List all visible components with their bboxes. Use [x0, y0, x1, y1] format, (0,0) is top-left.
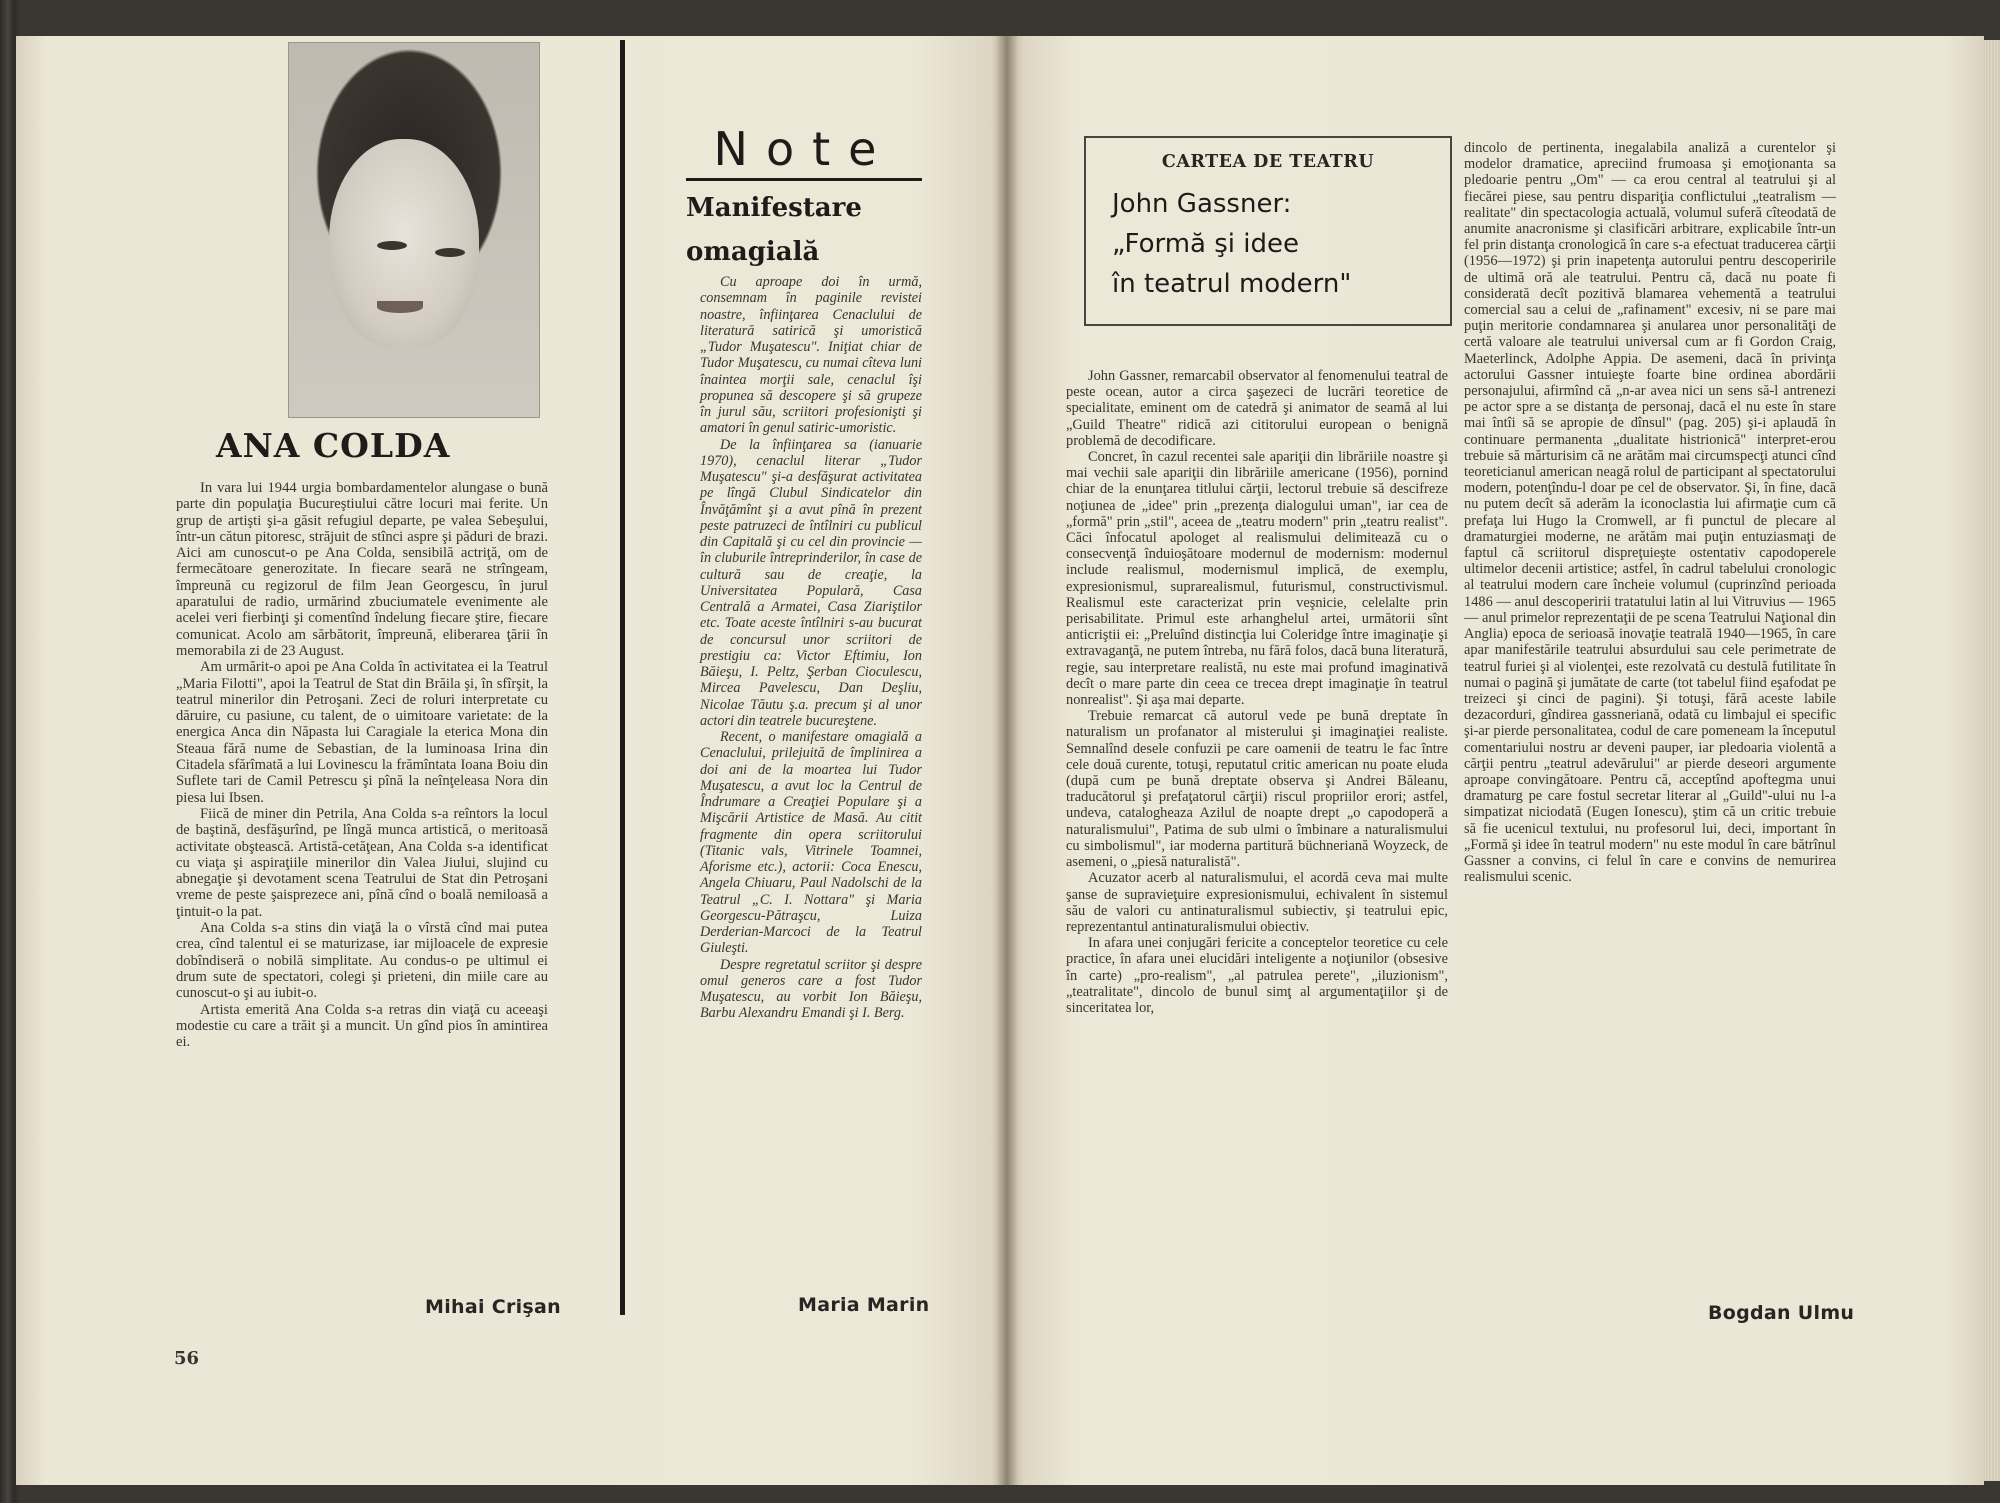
author-signature: Bogdan Ulmu	[1708, 1302, 1855, 1324]
article-title-manifestare	[686, 186, 922, 274]
paragraph: In afara unei conjugări fericite a conceptelor teoretice cu cele practice, în afara unei elucidări inteligente a noţiunilor (obsesive în carte) „pro-realism", „al patrulea perete", „iluzionism", „teatralitate", dincolo de bunul simţ al argumentaţiilor şi de sinceritatea lor,	[1066, 935, 1448, 1016]
title-line: John Gassner:	[1112, 189, 1292, 219]
article-body-manifestare	[700, 274, 922, 1022]
paragraph: Trebuie remarcat că autorul vede pe bună dreptate în naturalism un profanator al misterului şi imaginaţiei realiste. Semnalînd desele confuzii pe care oamenii de teatru le fac între cele două curente, totuşi, reputatul critic american nu poate eluda (după cum pe bună dreptate observa şi Andrei Băleanu, traducătorul şi prefaţatorul cărţii) riscul propriilor erori; astfel, undeva, catalogheaza Azilul de noapte drept „o capodoperă a naturalismului", Patima de sub ulmi o îmbinare a naturalismului cu simbolismul", iar moderna partitură büchneriană Woyzeck, de asemeni, o „piesă naturalistă".	[1066, 708, 1448, 871]
book-review-column-1	[1066, 368, 1448, 1016]
portrait-eye-left	[377, 241, 407, 250]
book-review-column-2	[1464, 140, 1836, 885]
portrait-photo	[288, 42, 540, 418]
book-review-title-box	[1084, 136, 1452, 326]
paragraph: Despre regretatul scriitor şi despre omul generos care a fost Tudor Muşatescu, au vorbit Ion Băieşu, Barbu Alexandru Emandi şi I. Berg.	[700, 956, 922, 1022]
author-signature: Maria Marin	[798, 1294, 930, 1316]
paragraph: dincolo de pertinenta, inegalabila analiză a curentelor şi modelor dramatice, apreciind frumoasa şi emoţionanta sa pledoarie pentru „Om" — ca erou central al teatrului şi al fiecărei piese, sau pentru dispariţia conflictului „teatralism — realitate" din spectacologia actuală, volumul suferă cîteodată de anumite anacronisme şi clasificări arbitrare, explicabile într-un fel prin distanţa cronologică în care s-a efectuat traducerea cărţii (1956—1972) şi prin inapetenţa autorului pentru descoperirile de ultimă oră ale teatrului. Pentru că, dacă nu poate fi considerată decît pozitivă blamarea vehementă a teatrului comercial sau a celui de „rafinament" excesiv, ni se pare mai puţin meritorie condamnarea şi anularea unor personalităţi de certă valoare ale teatrului universal cum ar fi Gordon Craig, Maeterlinck, Adolphe Appia. De asemeni, dacă în privinţa actorului Gassner intuieşte foarte bine ordinea abordării personajului, afirmînd că „n-ar avea nici un sens să-l antrenezi pe actor spre a se distanţa de personaj, dacă el nu este în stare mai întîi să se apropie de dînsul" (pag. 205) şi-i aplaudă în continuare permanenta „dualitate histrionică" interpret-erou trebuie să mărturisim că ne arătăm mai circumspecţi atunci cînd teoreticianul american neagă rolul de participant al spectatorului modern, potenţîndu-l doar pe cel de observator. Şi, în fine, dacă nu putem decît să aderăm la iconoclastia lui afirmaţie cum că prefaţa lui Hugo la Cromwell, ar fi punctul de plecare al dramaturgiei moderne, ne arătăm mai puţin entuziasmaţi de faptul că scriitorul dispreţuieşte ostentativ capodoperele ultimelor decenii artistice; astfel, în cadrul tabelului cronologic al teatrului modern care încheie volumul (cuprinzînd perioada 1486 — anul descoperirii tratatului latin al lui Vitruvius — 1965 — anul primelor reprezentaţii de pe scena Teatrului Naţional din Anglia) epoca de serioasă inovaţie teatrală 1940—1965, în care apar manifestările teatrului absurdului sau cele perimetrate de teatrul furiei şi al violenţei, este rezolvată cu destulă futilitate în numai o pagină şi jumătate de carte (tot tabelul fiind eşafodat pe treizeci şi cinci de pagini). Şi totuşi, fără aceste labile dezacorduri, gîndirea gassneriană, odată cu limbajul ei specific şi-ar pierde personalitatea, codul de care pomeneam la începutul comentariului nostru ar deveni pauper, iar pledoaria violentă a cărţii pentru „teatrul adevărului" ar pierde deseori argumente aproape convingătoare. Pentru că, acceptînd apoftegma unui dramaturg pe care fostul secretar literar al „Guild"-ului nu l-a simpatizat niciodată (Eugen Ionescu), ştim că un critic trebuie să fie ucenicul textului, nu profesorul lui, deci, important în „Formă şi idee în teatrul modern" nu este modul în care bătrînul Gassner a convins, ci felul în care e convins de nemurirea realismului scenic.	[1464, 140, 1836, 886]
page-edges	[1984, 40, 2000, 1481]
paragraph: Ana Colda s-a stins din viaţă la o vîrstă cînd mai putea crea, cînd talentul ei se maturizase, iar mijloacele de expresie dobîndiseră o nobilă simplitate. Au condus-o pe ultimul ei drum sute de spectatori, colegi şi prieteni, din miile care au cunoscut-o şi au iubit-o.	[176, 920, 548, 1002]
portrait-mouth	[377, 301, 423, 313]
portrait-eye-right	[435, 248, 465, 257]
title-line: în teatrul modern"	[1112, 269, 1352, 299]
paragraph: Recent, o manifestare omagială a Cenaclului, prilejuită de împlinirea a doi ani de la moartea lui Tudor Muşatescu, a avut loc la Centrul de Îndrumare a Creaţiei Populare şi a Mişcării Artistice de Masă. Au citit fragmente din opera scriitorului (Titanic vals, Vitrinele Toamnei, Aforisme etc.), actorii: Coca Enescu, Angela Chiuaru, Paul Nadolschi de la Teatrul „C. I. Nottara" şi Maria Georgescu-Pătraşcu, Luiza Derderian-Marcoci de la Teatrul Giuleşti.	[700, 729, 922, 957]
paragraph: Artista emerită Ana Colda s-a retras din viaţă cu aceeaşi modestie cu care a trăit şi a muncit. Un gînd pios în amintirea ei.	[176, 1001, 548, 1051]
title-line: „Formă şi idee	[1112, 229, 1299, 259]
page-number: 56	[174, 1348, 200, 1369]
book-spine	[996, 36, 1018, 1485]
paragraph: Am urmărit-o apoi pe Ana Colda în activitatea ei la Teatrul „Maria Filotti", apoi la Teatrul de Stat din Brăila şi, în sfîrşit, la teatrul minerilor din Petroşani. Zeci de roluri interpretate cu dăruire, cu pasiune, cu talent, de o uimitoare varietate: de la energica Anca din Năpasta lui Caragiale la eterica Mona din Steaua fără nume de Sebastian, de la luminoasa Irina din Citadela sfărîmată a lui Lovinescu la frămîntata Ioana Boiu din Suflete tari de Camil Petrescu şi pînă la neînţeleasa Nora din piesa lui Ibsen.	[176, 659, 548, 806]
paragraph: Acuzator acerb al naturalismului, el acordă ceva mai multe şanse de supravieţuire expresionismului, echivalent în sistemul său de valori cu antinaturalismul subiectiv, şi teatrului epic, reprezentantul antinaturalismului obiectiv.	[1066, 870, 1448, 935]
paragraph: De la înfiinţarea sa (ianuarie 1970), cenaclul literar „Tudor Muşatescu" şi-a desfăşurat activitatea pe lîngă Clubul Sindicatelor din Învăţămînt şi a avut pînă în prezent peste patruzeci de întîlniri cu publicul din Capitală şi cu cel din provincie — în cluburile întreprinderilor, în case de cultură sau de creaţie, la Universitatea Populară, Casa Centrală a Armatei, Casa Ziariştilor etc. Toate aceste întîlniri s-au bucurat de concursul unor scriitori de prestigiu ca: Victor Eftimiu, Ion Băieşu, I. Peltz, Şerban Cioculescu, Mircea Pavelescu, Dan Deşliu, Nicolae Tăutu ş.a. precum şi al unor actori din teatrele bucureştene.	[700, 436, 922, 729]
paragraph: John Gassner, remarcabil observator al fenomenului teatral de peste ocean, autor a circa şaşezeci de lucrări teoretice de specialitate, eminent om de catedră şi animator de seamă al lui „Guild Theatre" ridică azi cititorului european o benignă problemă de decodificare.	[1066, 368, 1448, 449]
title-line: omagială	[686, 237, 820, 267]
title-line: Manifestare	[686, 193, 862, 223]
paragraph: Concret, în cazul recentei sale apariţii din librăriile noastre şi mai vechii sale apariţii din librăriile americane (1956), pornind chiar de la enunţarea titlului cărţii, lectorul trebuie să descifreze noţiunea de „idee" prin „prezenţa dialogului uman", iar cea de „formă" prin „stil", aceea de „teatru modern" prin „teatru realist". Căci înfocatul apologet al realismului delimitează cu o consecvenţă înduioşătoare modernul de modernism: modernul include realismul, modernismul implică, de exemplu, expresionismul, suprarealismul, futurismul, constructivismul. Realismul este caracterizat prin veşnicie, celelalte prin perisabilitate. Primul este arhanghelul artei, următorii sînt anticriştii ei: „Preluînd distincţia lui Coleridge între imaginaţie şi extravaganţă, ne putem întreba, nu fără folos, dacă buna literatură, regie, sau interpretare realistă, nu este mai profund imaginativă decît o mare parte din ceea ce trecea drept imaginaţie în teatrul nonrealist". Şi aşa mai departe.	[1066, 449, 1448, 709]
paragraph: Fiică de miner din Petrila, Ana Colda s-a reîntors la locul de baştină, desfăşurînd, pe lîngă munca artistică, o meritoasă activitate obştească. Artistă-cetăţean, Ana Colda s-a identificat cu viaţa şi aspiraţiile minerilor din Valea Jiului, slujind cu abnegaţie şi devotament scena Teatrului de Stat din Petroşani vreme de peste şaisprezece ani, pînă cînd o boală nemiloasă a ţintuit-o la pat.	[176, 805, 548, 920]
paragraph: Cu aproape doi în urmă, consemnam în paginile revistei noastre, înfiinţarea Cenaclului de literatură satirică şi umoristică „Tudor Muşatescu". Iniţiat chiar de Tudor Muşatescu, cu numai cîteva luni înaintea morţii sale, cenaclul îşi propunea să descopere şi să grupeze în jurul său, scriitori profesionişti şi amatori în genul satiric-umoristic.	[700, 274, 922, 437]
author-signature: Mihai Crişan	[425, 1296, 561, 1318]
article-body-ana-colda	[176, 480, 548, 1050]
paragraph: In vara lui 1944 urgia bombardamentelor alungase o bună parte din populaţia Bucureştiului către locuri mai ferite. Un grup de artişti şi-a găsit refugiul departe, pe valea Sebeşului, într-un cătun pitoresc, străjuit de stînci aspre şi păduri de brazi. Aici am cunoscut-o pe Ana Colda, sensibilă actriţă, om de fermecătoare generozitate. In fiecare seară ne strîngeam, împreună cu regizorul de film Jean Georgescu, în jurul aparatului de radio, urmărind zbuciumatele evenimente ale acelei veri fierbinţi şi comentînd îndelung fiecare ştire, fiecare comunicat. Acolo am sărbătorit, împreună, eliberarea ţării în memorabila zi de 23 August.	[176, 480, 548, 659]
column-divider-rule	[620, 40, 625, 1315]
section-title-rule	[686, 178, 922, 181]
rubric-label: CARTEA DE TEATRU	[1161, 152, 1375, 172]
section-title-note: Note	[713, 122, 895, 176]
article-title-ana-colda: ANA COLDA	[216, 426, 451, 465]
book-review-title	[1112, 184, 1432, 304]
